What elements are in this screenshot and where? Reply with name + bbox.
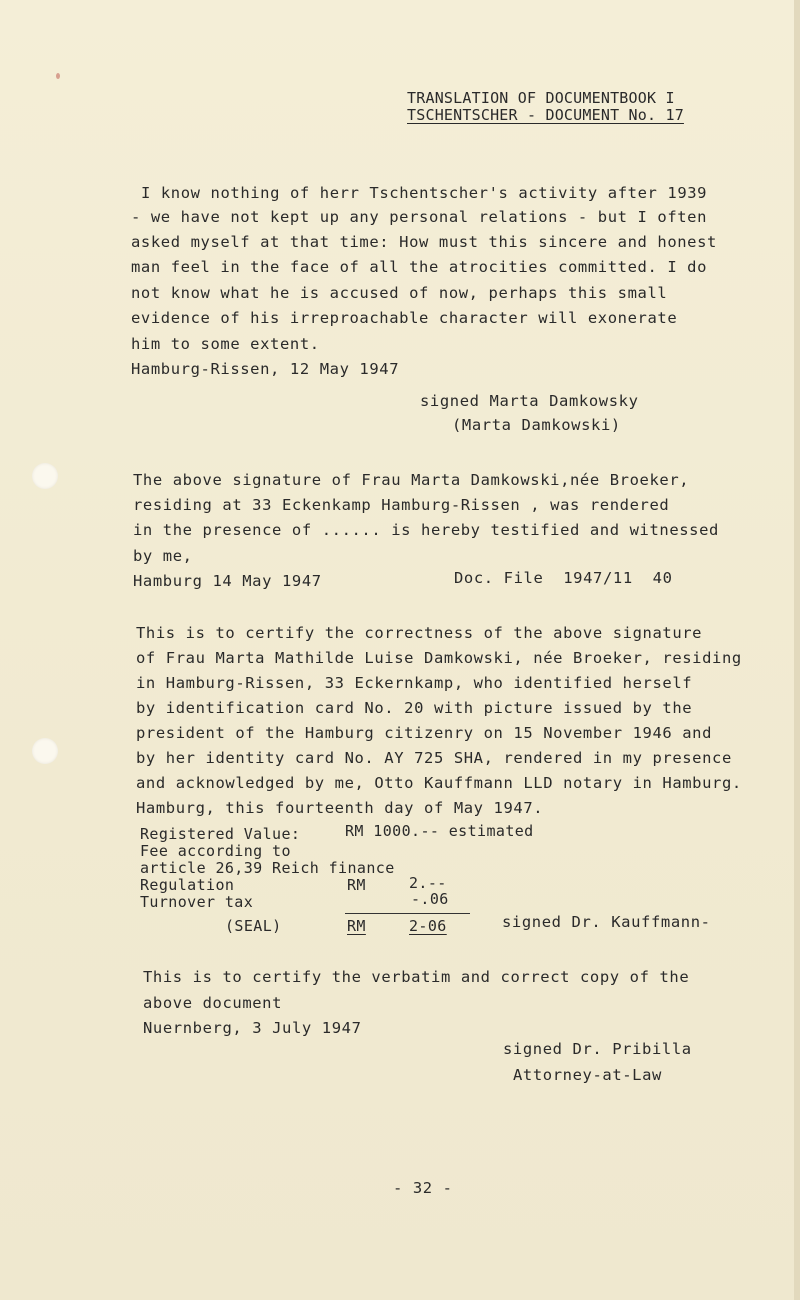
certification-line-5: president of the Hamburg citizenry on 15 November 1946 and bbox=[136, 724, 713, 742]
certification-line-2: of Frau Marta Mathilde Luise Damkowski, née Broeker, residing bbox=[136, 649, 742, 667]
punch-hole-top bbox=[32, 463, 58, 489]
witness-doc-file: Doc. File 1947/11 40 bbox=[454, 569, 673, 587]
total-amount: 2-06 bbox=[409, 917, 447, 935]
statement-line-1: I know nothing of herr Tschentscher's activity after 1939 bbox=[141, 184, 708, 202]
witness-line-4: by me, bbox=[133, 547, 193, 565]
certification-line-3: in Hamburg-Rissen, 33 Eckernkamp, who identified herself bbox=[136, 674, 693, 692]
regulation-currency: RM bbox=[347, 876, 366, 894]
turnover-tax-amount: -.06 bbox=[411, 890, 449, 908]
turnover-tax-label: Turnover tax bbox=[140, 893, 254, 911]
certification-line-7: and acknowledged by me, Otto Kauffmann LLD notary in Hamburg. bbox=[136, 774, 742, 792]
copy-cert-place-date: Nuernberg, 3 July 1947 bbox=[143, 1019, 362, 1037]
copy-cert-line-2: above document bbox=[143, 994, 283, 1012]
statement-line-7: him to some extent. bbox=[131, 335, 320, 353]
witness-place-date: Hamburg 14 May 1947 bbox=[133, 572, 322, 590]
sum-rule bbox=[345, 913, 470, 914]
header-document-number: TSCHENTSCHER - DOCUMENT No. 17 bbox=[407, 106, 684, 124]
statement-line-2: - we have not kept up any personal relations - but I often bbox=[131, 208, 708, 226]
statement-signature: signed Marta Damkowsky bbox=[420, 392, 639, 410]
statement-line-5: not know what he is accused of now, perhaps this small bbox=[131, 284, 668, 302]
seal-mark: (SEAL) bbox=[225, 917, 282, 935]
notary-signature: signed Dr. Kauffmann- bbox=[502, 913, 711, 931]
witness-line-2: residing at 33 Eckenkamp Hamburg-Rissen , was rendered bbox=[133, 496, 670, 514]
statement-line-4: man feel in the face of all the atrocities committed. I do bbox=[131, 258, 708, 276]
regulation-amount: 2.-- bbox=[409, 874, 447, 892]
registered-value: RM 1000.-- estimated bbox=[345, 822, 534, 840]
regulation-label: Regulation bbox=[140, 876, 235, 894]
witness-line-3: in the presence of ...... is hereby testified and witnessed bbox=[133, 521, 719, 539]
statement-line-3: asked myself at that time: How must this sincere and honest bbox=[131, 233, 717, 251]
attorney-title: Attorney-at-Law bbox=[513, 1066, 662, 1084]
certification-line-8: Hamburg, this fourteenth day of May 1947. bbox=[136, 799, 544, 817]
certification-line-1: This is to certify the correctness of the above signature bbox=[136, 624, 703, 642]
registered-value-label: Registered Value: bbox=[140, 825, 301, 843]
page-edge bbox=[794, 0, 800, 1300]
attorney-signature: signed Dr. Pribilla bbox=[503, 1040, 692, 1058]
paper-speck bbox=[56, 73, 60, 79]
statement-signature-name: (Marta Damkowski) bbox=[452, 416, 621, 434]
statement-place-date: Hamburg-Rissen, 12 May 1947 bbox=[131, 360, 400, 378]
page-number: - 32 - bbox=[393, 1179, 453, 1197]
copy-cert-line-1: This is to certify the verbatim and correct copy of the bbox=[143, 968, 690, 986]
total-currency: RM bbox=[347, 917, 366, 935]
fee-line-2: article 26,39 Reich finance bbox=[140, 859, 395, 877]
witness-line-1: The above signature of Frau Marta Damkowski,née Broeker, bbox=[133, 471, 690, 489]
header-title: TRANSLATION OF DOCUMENTBOOK I bbox=[407, 89, 675, 107]
statement-line-6: evidence of his irreproachable character will exonerate bbox=[131, 309, 678, 327]
fee-line-1: Fee according to bbox=[140, 842, 291, 860]
certification-line-6: by her identity card No. AY 725 SHA, rendered in my presence bbox=[136, 749, 732, 767]
punch-hole-bottom bbox=[32, 738, 58, 764]
certification-line-4: by identification card No. 20 with picture issued by the bbox=[136, 699, 693, 717]
